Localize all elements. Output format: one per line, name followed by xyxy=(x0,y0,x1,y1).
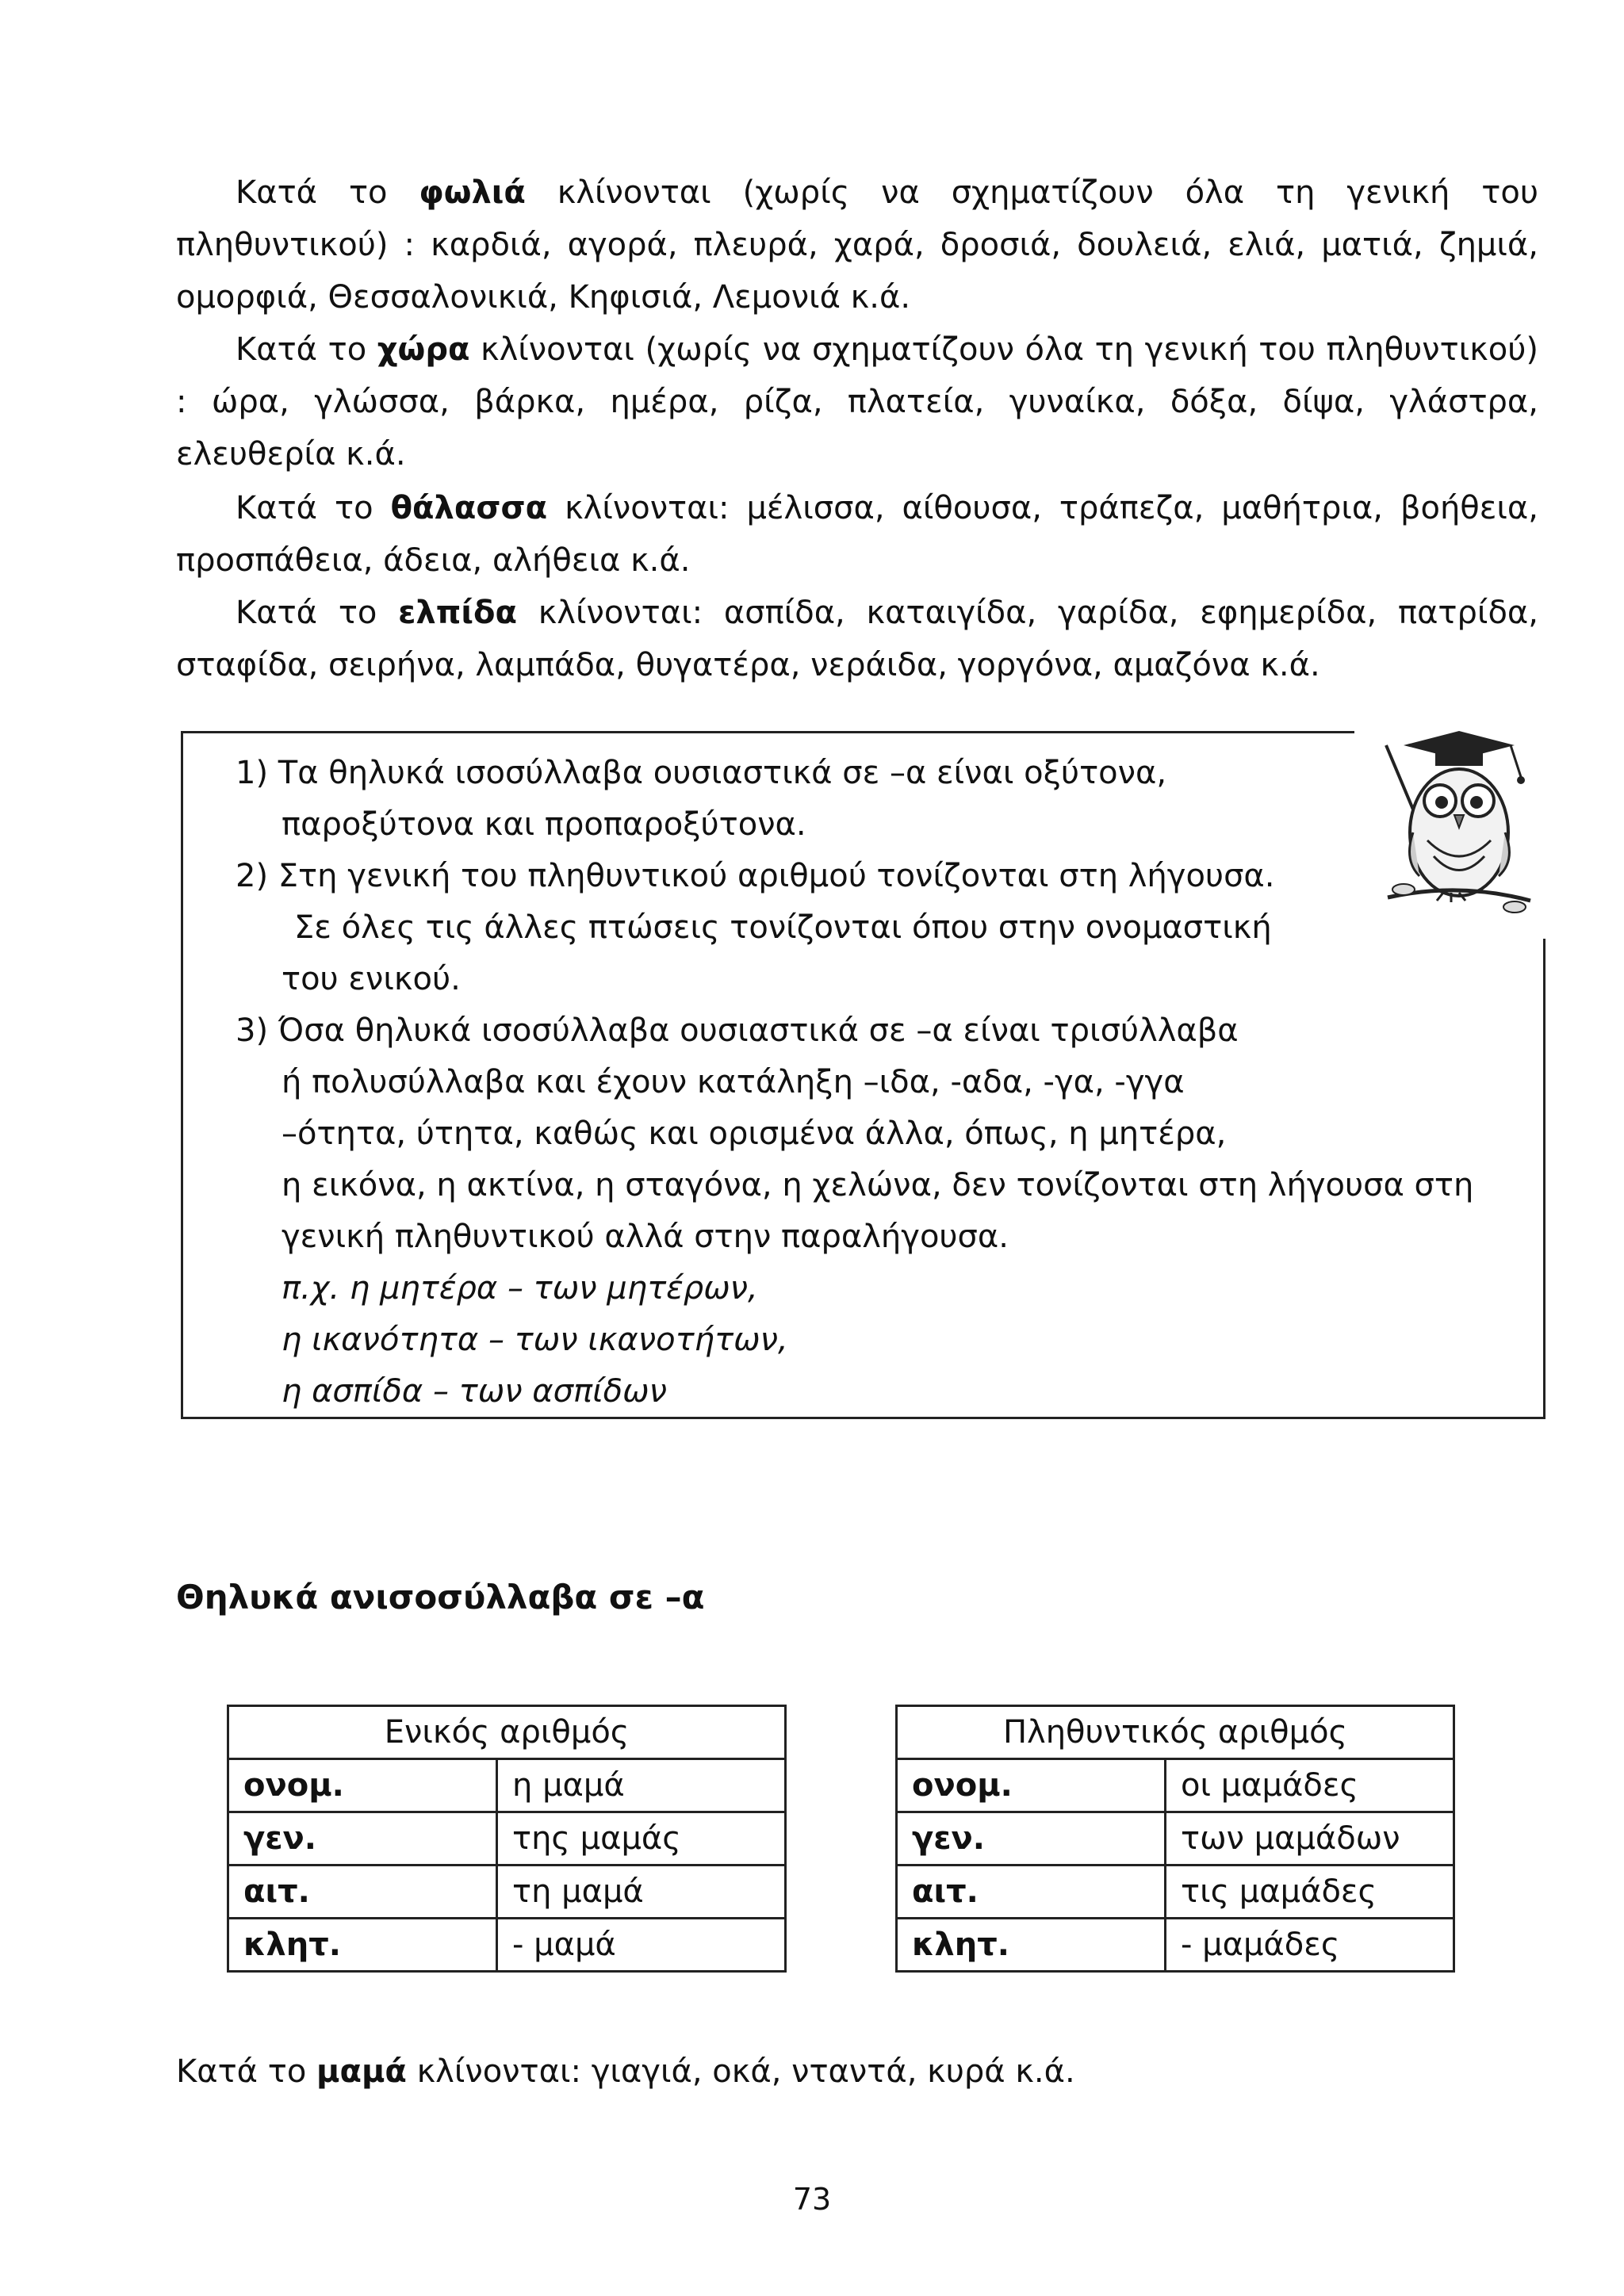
case-form: οι μαμάδες xyxy=(1166,1759,1454,1812)
owl-graduate-icon xyxy=(1372,714,1538,928)
rule-3-continued: –ότητα, ύτητα, καθώς και ορισμένα άλλα, όπως, η μητέρα, xyxy=(282,1115,1227,1152)
case-label: κλητ. xyxy=(897,1919,1166,1972)
rule-2-continued: του ενικού. xyxy=(282,961,461,997)
case-form: της μαμάς xyxy=(497,1812,786,1866)
table-header: Ενικός αριθμός xyxy=(228,1706,786,1759)
rule-3-continued: ή πολυσύλλαβα και έχουν κατάληξη –ιδα, -αδα, -γα, -γγα xyxy=(282,1064,1185,1100)
table-row xyxy=(897,1866,1454,1919)
rule-3: 3) Όσα θηλυκά ισοσύλλαβα ουσιαστικά σε –α είναι τρισύλλαβα xyxy=(236,1012,1239,1049)
case-form: τις μαμάδες xyxy=(1166,1866,1454,1919)
table-row xyxy=(897,1759,1454,1812)
case-label: ονομ. xyxy=(897,1759,1166,1812)
case-form: η μαμά xyxy=(497,1759,786,1812)
paragraph-chora: Κατά το χώρα κλίνονται (χωρίς να σχηματίζουν όλα τη γενική του πληθυντικού) : ώρα, γλώσσα, βάρκα, ημέρα, ρίζα, πλατεία, γυναίκα, δόξα, δίψα, γλάστρα, ελευθερία κ.ά. xyxy=(176,331,1538,473)
case-form: - μαμάδες xyxy=(1166,1919,1454,1972)
plural-declension-table xyxy=(895,1705,1455,1973)
rules-box xyxy=(181,731,1545,1419)
paragraph-mama: Κατά το μαμά κλίνονται: γιαγιά, οκά, νταντά, κυρά κ.ά. xyxy=(176,2053,1075,2090)
keyword: φωλιά xyxy=(419,174,526,211)
page-number: 73 xyxy=(792,2182,832,2217)
table-row xyxy=(228,1866,786,1919)
rule-2-continued: Σε όλες τις άλλες πτώσεις τονίζονται όπου στην ονομαστική xyxy=(294,909,1272,946)
case-form: - μαμά xyxy=(497,1919,786,1972)
keyword: χώρα xyxy=(377,331,470,368)
keyword: μαμά xyxy=(316,2053,407,2090)
paragraph-elpida: Κατά το ελπίδα κλίνονται: ασπίδα, καταιγίδα, γαρίδα, εφημερίδα, πατρίδα, σταφίδα, σειρήνα, λαμπάδα, θυγατέρα, νεράιδα, γοργόνα, αμαζόνα κ.ά. xyxy=(176,595,1538,683)
singular-declension-table xyxy=(227,1705,787,1973)
section-heading: Θηλυκά ανισοσύλλαβα σε –α xyxy=(176,1578,705,1617)
table-row xyxy=(897,1812,1454,1866)
keyword: ελπίδα xyxy=(398,595,517,631)
case-label: αιτ. xyxy=(228,1866,497,1919)
rule-3-example: η ασπίδα – των ασπίδων xyxy=(282,1373,667,1410)
rule-3-example: η ικανότητα – των ικανοτήτων, xyxy=(282,1322,788,1358)
table-row xyxy=(228,1759,786,1812)
table-header-row xyxy=(897,1706,1454,1759)
rule-3-continued: η εικόνα, η ακτίνα, η σταγόνα, η χελώνα, δεν τονίζονται στη λήγουσα στη xyxy=(282,1167,1474,1203)
rule-1: 1) Τα θηλυκά ισοσύλλαβα ουσιαστικά σε –α είναι οξύτονα, xyxy=(236,755,1167,791)
rule-2: 2) Στη γενική του πληθυντικού αριθμού τονίζονται στη λήγουσα. xyxy=(236,858,1275,894)
table-header-row xyxy=(228,1706,786,1759)
rule-1-continued: παροξύτονα και προπαροξύτονα. xyxy=(282,806,806,843)
table-header: Πληθυντικός αριθμός xyxy=(897,1706,1454,1759)
case-label: γεν. xyxy=(228,1812,497,1866)
case-label: ονομ. xyxy=(228,1759,497,1812)
case-label: αιτ. xyxy=(897,1866,1166,1919)
table-row xyxy=(228,1812,786,1866)
paragraph-folia: Κατά το φωλιά κλίνονται (χωρίς να σχηματίζουν όλα τη γενική του πληθυντικού) : καρδιά, αγορά, πλευρά, χαρά, δροσιά, δουλειά, ελιά, ματιά, ζημιά, ομορφιά, Θεσσαλονικιά, Κηφισιά, Λεμονιά κ.ά. xyxy=(176,174,1539,316)
case-form: των μαμάδων xyxy=(1166,1812,1454,1866)
keyword: θάλασσα xyxy=(390,490,548,526)
table-row xyxy=(228,1919,786,1972)
rules-box-top-border xyxy=(181,731,1354,733)
rules-list xyxy=(236,748,1536,1418)
case-label: γεν. xyxy=(897,1812,1166,1866)
case-label: κλητ. xyxy=(228,1919,497,1972)
case-form: τη μαμά xyxy=(497,1866,786,1919)
paragraph-thalassa: Κατά το θάλασσα κλίνονται: μέλισσα, αίθουσα, τράπεζα, μαθήτρια, βοήθεια, προσπάθεια, άδεια, αλήθεια κ.ά. xyxy=(176,490,1539,579)
rule-3-example: π.χ. η μητέρα – των μητέρων, xyxy=(282,1270,758,1307)
table-row xyxy=(897,1919,1454,1972)
rules-box-border-gap xyxy=(1541,731,1545,939)
rule-3-continued: γενική πληθυντικού αλλά στην παραλήγουσα. xyxy=(282,1219,1009,1255)
